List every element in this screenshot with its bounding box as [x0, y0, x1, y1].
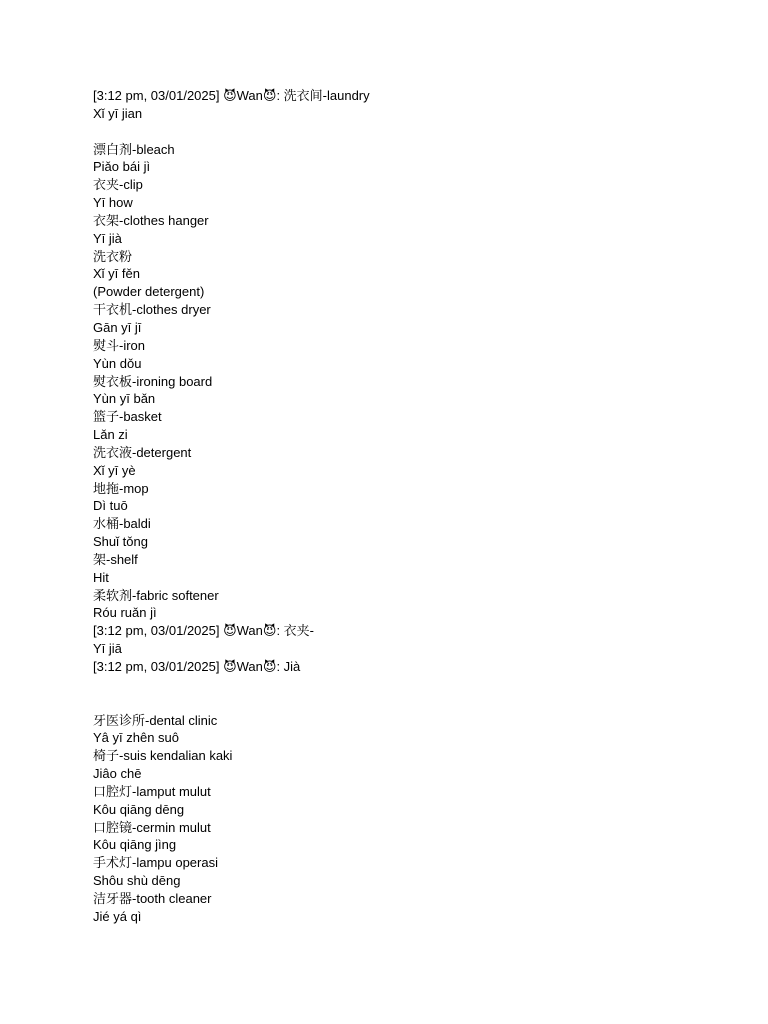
text-line: Kôu qiāng dēng [93, 801, 185, 817]
text-line: 衣架-clothes hanger [93, 212, 209, 228]
text-line: (Powder detergent) [93, 284, 205, 300]
text-line: [3:12 pm, 03/01/2025] 😈Wan😈: Jià [93, 659, 301, 674]
text-line: 口腔灯-lamput mulut [93, 783, 211, 799]
text-line: Yùn dǒu [93, 355, 142, 371]
text-line: Piǎo bái jì [93, 159, 151, 175]
text-line: Yī jiā [93, 641, 122, 657]
text-line: Yâ yī zhên suô [93, 730, 179, 746]
text-line: Shuǐ tǒng [93, 534, 148, 550]
text-line: 干衣机-clothes dryer [93, 302, 211, 318]
text-line: Yī how [93, 195, 133, 211]
text-line: Xǐ yī fěn [93, 266, 140, 282]
text-line: 牙医诊所-dental clinic [93, 712, 218, 728]
text-line: [3:12 pm, 03/01/2025] 😈Wan😈: 洗衣间-laundry [93, 88, 370, 103]
text-line [93, 694, 733, 712]
text-line [93, 676, 733, 694]
text-line: Xǐ yī yè [93, 462, 136, 478]
text-line: Lǎn zi [93, 427, 128, 443]
text-line: 洁牙器-tooth cleaner [93, 890, 212, 906]
text-line: 水桶-baldi [93, 516, 151, 532]
text-line: Shôu shù dēng [93, 873, 181, 889]
text-line: 手术灯-lampu operasi [93, 855, 218, 871]
text-line: Dì tuō [93, 498, 128, 514]
text-line: [3:12 pm, 03/01/2025] 😈Wan😈: 衣夹- [93, 623, 315, 639]
text-line: 熨衣板-ironing board [93, 373, 213, 389]
text-line: Hit [93, 569, 109, 585]
text-line: 篮子-basket [93, 409, 162, 425]
text-line [93, 123, 733, 141]
text-line: Yùn yī bǎn [93, 391, 156, 407]
text-line: 熨斗-iron [93, 337, 146, 353]
text-line: 洗衣液-detergent [93, 444, 192, 460]
text-line: 架-shelf [93, 551, 138, 567]
text-line: Jiâo chē [93, 766, 142, 782]
text-line: Yī jià [93, 230, 122, 246]
text-line: 衣夹-clip [93, 177, 143, 193]
text-line: Xǐ yī jian [93, 105, 143, 121]
text-line: 漂白剂-bleach [93, 141, 175, 157]
text-line: Róu ruǎn jì [93, 605, 157, 621]
text-line: 口腔镜-cermin mulut [93, 819, 211, 835]
text-line: 椅子-suis kendalian kaki [93, 748, 233, 764]
text-line: 地拖-mop [93, 480, 149, 496]
text-line: Jié yá qì [93, 908, 142, 924]
document-body [93, 87, 733, 926]
text-line: 洗衣粉 [93, 248, 133, 264]
text-line: Kôu qiāng jìng [93, 837, 177, 853]
text-line: Gān yī jī [93, 319, 142, 335]
text-line: 柔软剂-fabric softener [93, 587, 219, 603]
